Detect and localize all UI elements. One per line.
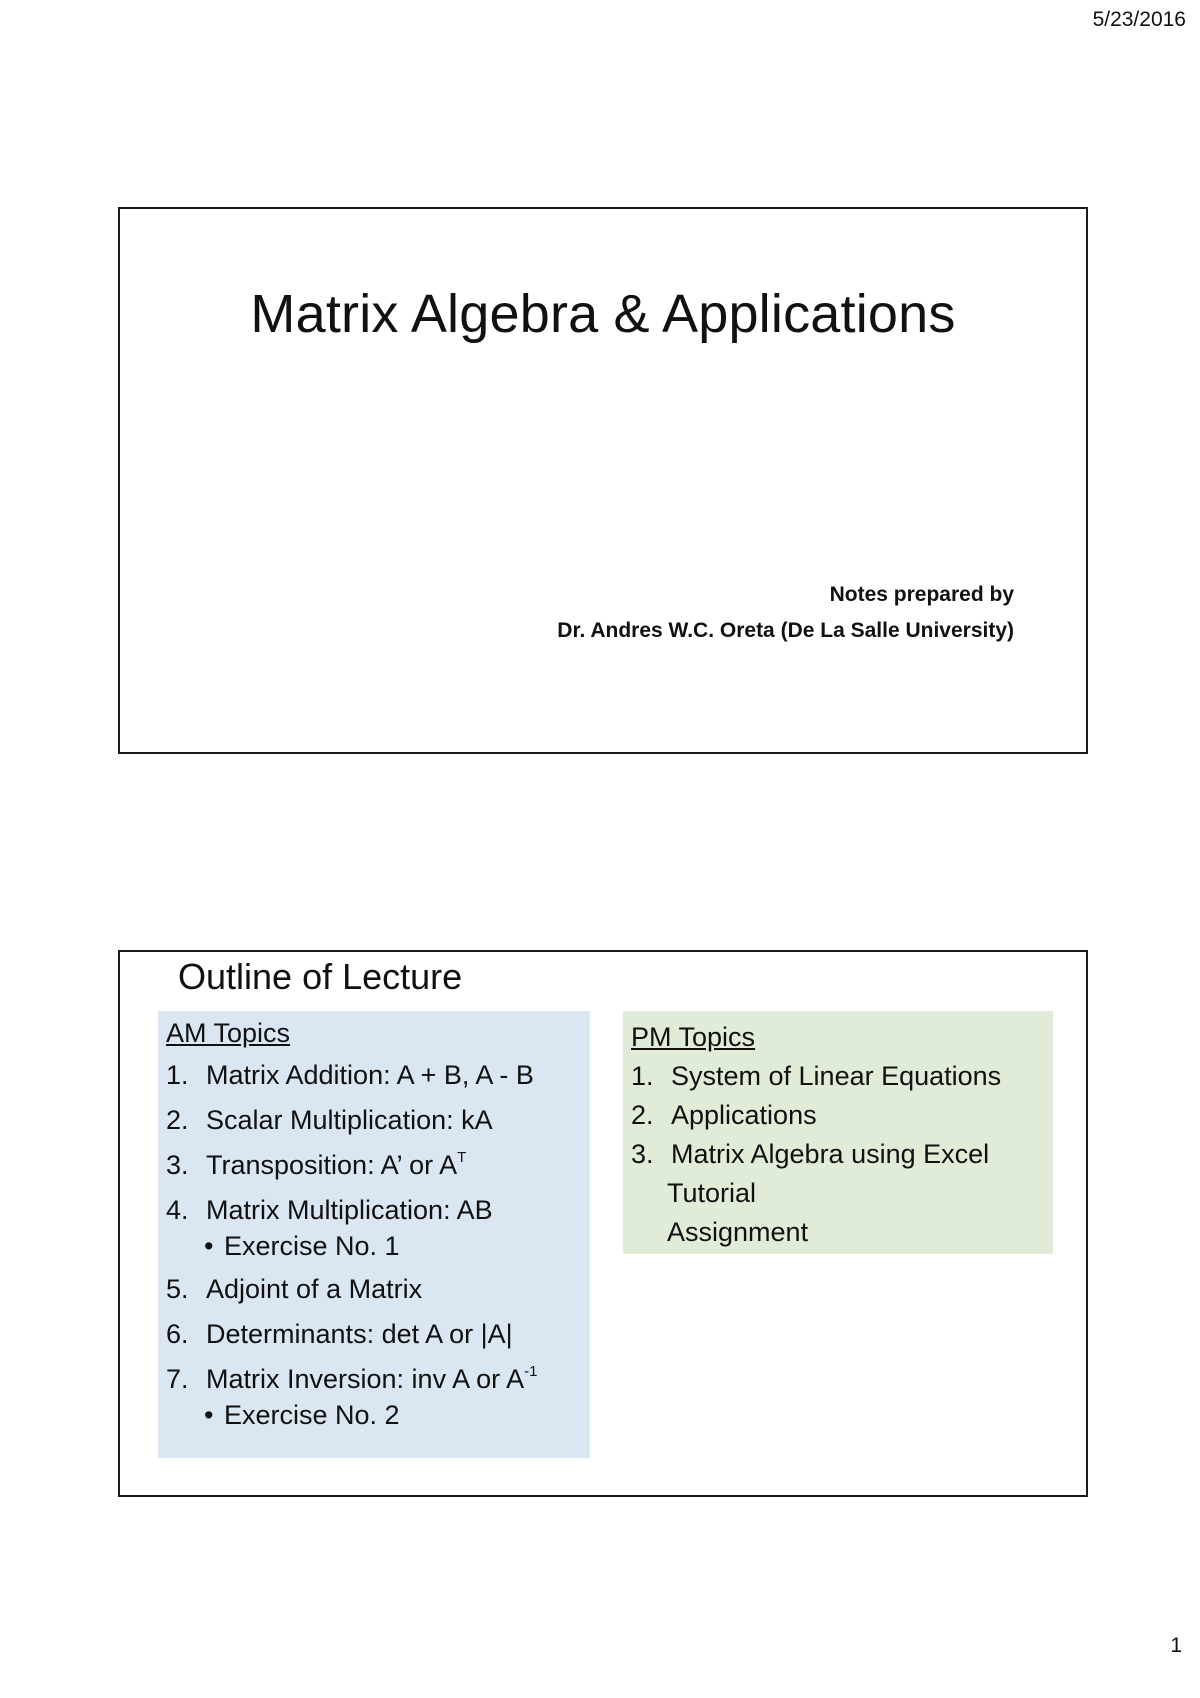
list-item (631, 1135, 1053, 1174)
item-number: 7. (166, 1364, 189, 1394)
credit-line-prepared-by: Notes prepared by (829, 583, 1014, 606)
sub-list-item (204, 1227, 590, 1265)
item-text: Transposition: A’ or A (206, 1150, 458, 1180)
sublist (166, 1396, 590, 1434)
item-text: Determinants: det A or |A| (206, 1319, 513, 1349)
pm-sub-line-tutorial: Tutorial (667, 1178, 757, 1208)
item-number: 2. (631, 1100, 654, 1130)
item-number: 4. (166, 1195, 189, 1225)
sub-item-text: Exercise No. 2 (224, 1400, 400, 1430)
item-text: Matrix Algebra using Excel (671, 1139, 990, 1169)
bullet-icon: • (204, 1231, 214, 1261)
item-number: 5. (166, 1274, 189, 1304)
list-item (166, 1312, 590, 1357)
pm-topics-header: PM Topics (631, 1022, 756, 1052)
item-number: 1. (166, 1060, 189, 1090)
list-item (166, 1188, 590, 1265)
item-text: Scalar Multiplication: kA (206, 1105, 493, 1135)
superscript: -1 (524, 1363, 538, 1380)
item-text: Adjoint of a Matrix (206, 1274, 423, 1304)
pm-topics-list (631, 1057, 1053, 1174)
am-topics-box (158, 1011, 590, 1458)
item-number: 2. (166, 1105, 189, 1135)
list-item (166, 1267, 590, 1312)
pm-topics-box (623, 1011, 1053, 1254)
list-item (166, 1357, 590, 1434)
list-item (631, 1096, 1053, 1135)
item-text: Matrix Multiplication: AB (206, 1195, 493, 1225)
item-text: Applications (671, 1100, 817, 1130)
sub-list-item (204, 1396, 590, 1434)
page-number: 1 (1170, 1634, 1182, 1657)
credit-line-author: Dr. Andres W.C. Oreta (De La Salle University) (557, 619, 1014, 642)
item-number: 3. (631, 1139, 654, 1169)
list-item (631, 1057, 1053, 1096)
sublist (166, 1227, 590, 1265)
page-date: 5/23/2016 (1092, 8, 1186, 31)
list-item (166, 1143, 590, 1188)
list-item (166, 1098, 590, 1143)
outline-slide (118, 950, 1088, 1497)
item-number: 6. (166, 1319, 189, 1349)
am-topics-list (166, 1053, 590, 1434)
item-number: 1. (631, 1061, 654, 1091)
item-text: Matrix Inversion: inv A or A (206, 1364, 525, 1394)
bullet-icon: • (204, 1400, 214, 1430)
title-slide (118, 207, 1088, 754)
credits (557, 577, 1014, 649)
list-item (166, 1053, 590, 1098)
item-number: 3. (166, 1150, 189, 1180)
item-text: Matrix Addition: A + B, A - B (206, 1060, 534, 1090)
outline-heading: Outline of Lecture (178, 956, 463, 997)
pm-sub-line-assignment: Assignment (667, 1217, 809, 1247)
superscript: T (457, 1149, 467, 1166)
sub-item-text: Exercise No. 1 (224, 1231, 400, 1261)
slide-title: Matrix Algebra & Applications (250, 284, 956, 344)
item-text: System of Linear Equations (671, 1061, 1002, 1091)
am-topics-header: AM Topics (166, 1018, 291, 1048)
